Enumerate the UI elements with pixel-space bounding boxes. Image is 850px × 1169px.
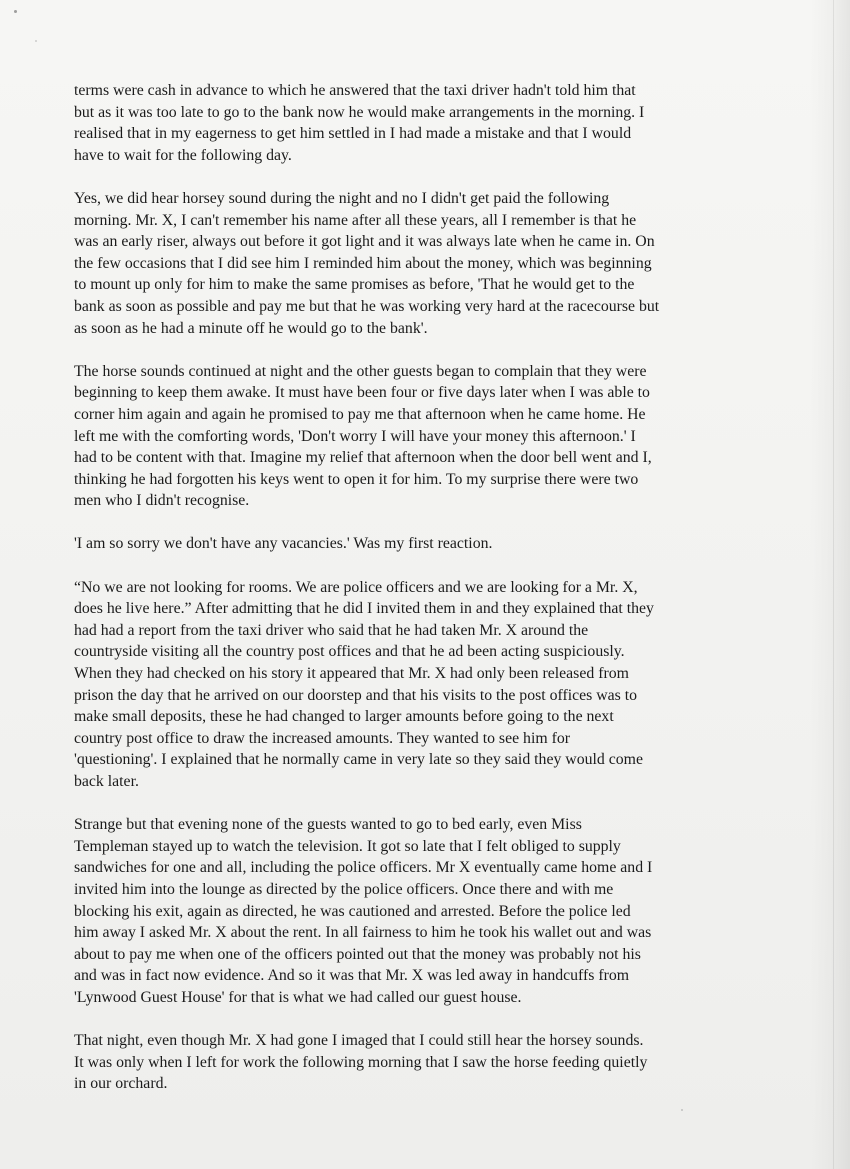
text-line: invited him into the lounge as directed by the police officers. Once there and with me [74, 880, 614, 898]
text-line: corner him again and again he promised to pay me that afternoon when he came home. He [74, 405, 646, 423]
paragraph [74, 577, 774, 793]
paragraph-gap [74, 1009, 774, 1031]
text-line: him away I asked Mr. X about the rent. In all fairness to him he took his wallet out and was [74, 924, 652, 942]
text-line: make small deposits, these he had changed to larger amounts before going to the next [74, 708, 614, 726]
paragraph-gap [74, 166, 774, 188]
paragraph-gap [74, 339, 774, 361]
text-line: was an early riser, always out before it got light and it was always late when he came in. On [74, 233, 655, 251]
text-line: to mount up only for him to make the same promises as before, 'That he would get to the [74, 276, 635, 294]
text-line: prison the day that he arrived on our doorstep and that his visits to the post offices was to [74, 686, 638, 704]
text-line: about to pay me when one of the officers pointed out that the money was probably not his [74, 945, 641, 963]
text-line: 'questioning'. I explained that he normally came in very late so they said they would come [74, 751, 643, 769]
text-line: bank as soon as possible and pay me but that he was working very hard at the racecourse but [74, 297, 660, 315]
text-line: Strange but that evening none of the guests wanted to go to bed early, even Miss [74, 816, 582, 834]
text-line: realised that in my eagerness to get him settled in I had made a mistake and that I would [74, 125, 632, 143]
scan-speck [35, 40, 37, 42]
text-line: but as it was too late to go to the bank now he would make arrangements in the morning. I [74, 103, 645, 121]
text-line: The horse sounds continued at night and the other guests began to complain that they were [74, 362, 647, 380]
paragraph [74, 361, 774, 512]
text-line: men who I didn't recognise. [74, 492, 250, 510]
text-line: That night, even though Mr. X had gone I imaged that I could still hear the horsey sounds. [74, 1032, 644, 1050]
page-edge-line [833, 0, 834, 1169]
paragraph-gap [74, 512, 774, 534]
text-line: as soon as he had a minute off he would go to the bank'. [74, 319, 428, 337]
text-line: left me with the comforting words, 'Don't worry I will have your money this afternoon.' I [74, 427, 636, 445]
text-line: 'I am so sorry we don't have any vacancies.' Was my first reaction. [74, 535, 493, 553]
document-body [74, 80, 774, 1095]
text-line: have to wait for the following day. [74, 146, 292, 164]
text-line: and was in fact now evidence. And so it was that Mr. X was led away in handcuffs from [74, 967, 630, 985]
text-line: does he live here.” After admitting that he did I invited them in and they explained that they [74, 600, 654, 618]
paragraph-gap [74, 793, 774, 815]
text-line: the few occasions that I did see him I reminded him about the money, which was beginning [74, 254, 652, 272]
paragraph [74, 814, 774, 1008]
text-line: sandwiches for one and all, including the police officers. Mr X eventually came home and I [74, 859, 653, 877]
text-line: terms were cash in advance to which he answered that the taxi driver hadn't told him that [74, 82, 636, 99]
scan-speck [681, 1109, 683, 1111]
paragraph [74, 188, 774, 339]
text-line: in our orchard. [74, 1075, 168, 1093]
text-line: Yes, we did hear horsey sound during the night and no I didn't get paid the following [74, 189, 610, 207]
paragraph [74, 533, 774, 555]
text-line: “No we are not looking for rooms. We are police officers and we are looking for a Mr. X, [74, 578, 638, 596]
text-line: countryside visiting all the country post offices and that he ad been acting suspiciously. [74, 643, 625, 661]
paragraph [74, 1030, 774, 1095]
text-line: beginning to keep them awake. It must have been four or five days later when I was able to [74, 384, 650, 402]
text-line: country post office to draw the increased amounts. They wanted to see him for [74, 729, 570, 747]
scan-speck [14, 10, 17, 13]
text-line: 'Lynwood Guest House' for that is what we had called our guest house. [74, 988, 522, 1006]
text-line: It was only when I left for work the following morning that I saw the horse feeding quietly [74, 1053, 648, 1071]
text-line: back later. [74, 773, 139, 790]
paragraph [74, 80, 774, 166]
text-line: morning. Mr. X, I can't remember his name after all these years, all I remember is that he [74, 211, 637, 229]
text-line: had to be content with that. Imagine my relief that afternoon when the door bell went and I, [74, 449, 652, 467]
text-line: Templeman stayed up to watch the television. It got so late that I felt obliged to supply [74, 837, 621, 855]
page-edge-shadow [810, 0, 850, 1169]
text-line: blocking his exit, again as directed, he was cautioned and arrested. Before the police led [74, 902, 631, 920]
text-line: had had a report from the taxi driver who said that he had taken Mr. X around the [74, 621, 589, 639]
text-line: When they had checked on his story it appeared that Mr. X had only been released from [74, 665, 629, 683]
paragraph-gap [74, 555, 774, 577]
text-line: thinking he had forgotten his keys went to open it for him. To my surprise there were two [74, 470, 639, 488]
